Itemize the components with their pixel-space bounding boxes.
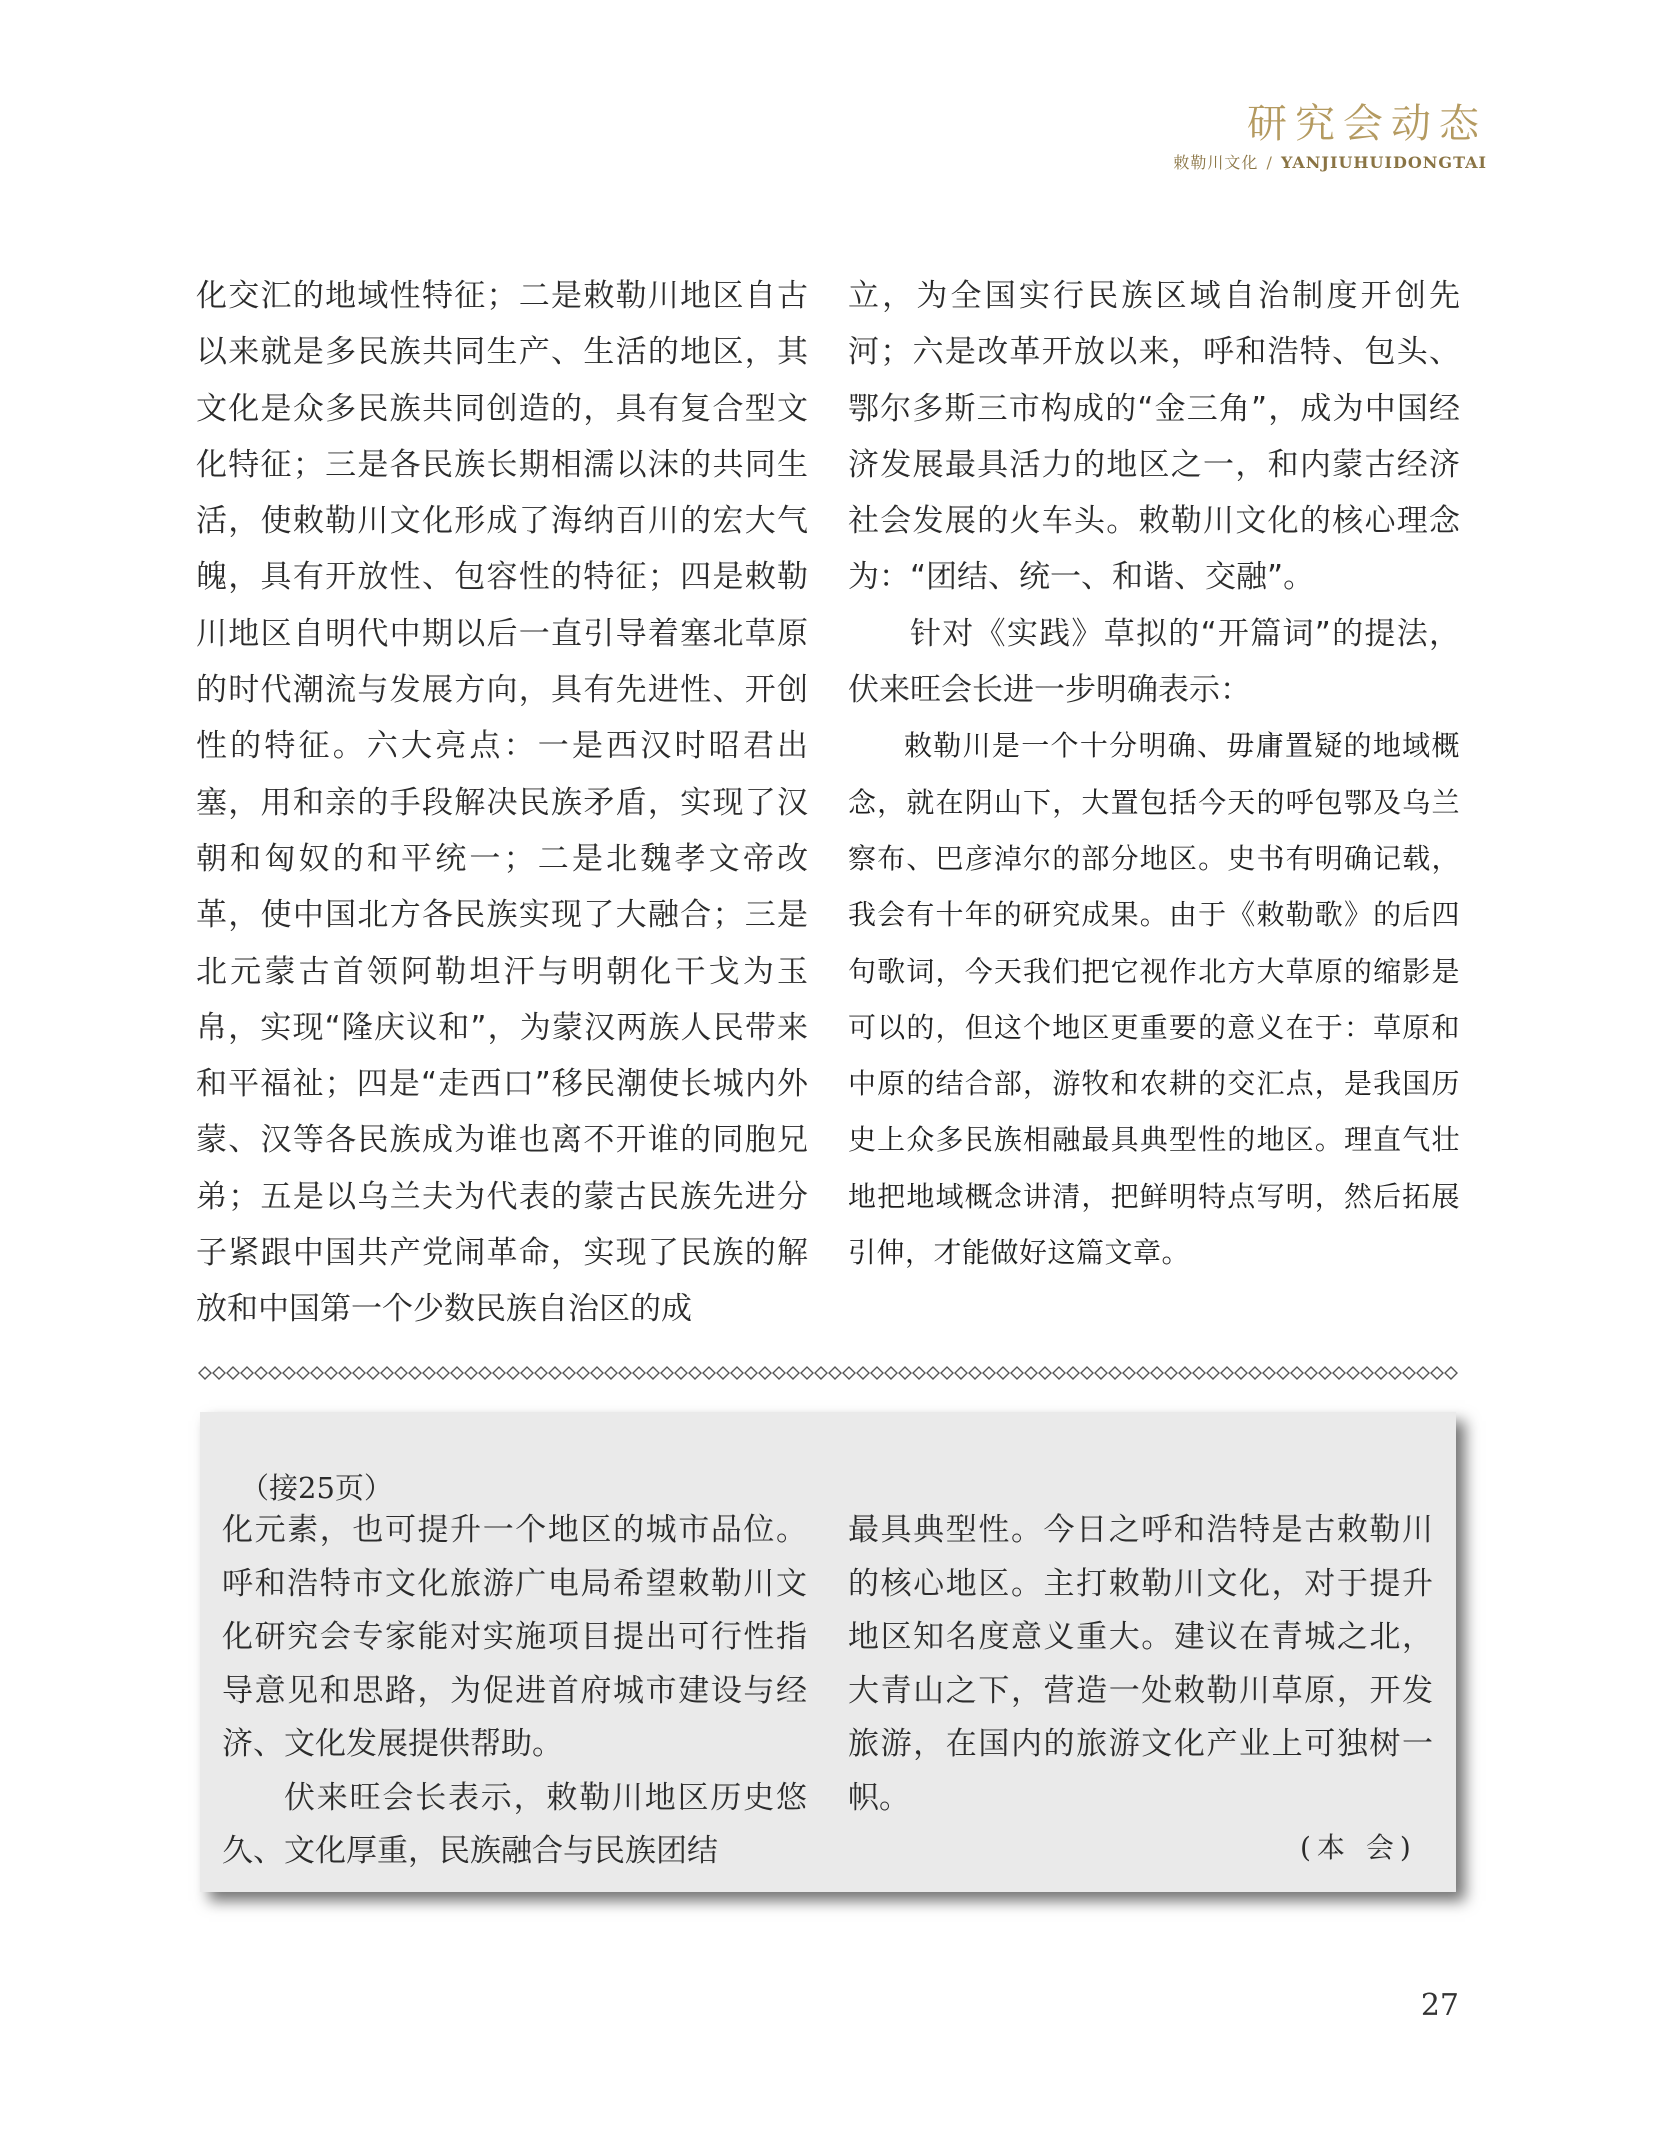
subtitle-slash: / [1266, 153, 1273, 172]
box-left-paragraph-2: 伏来旺会长表示，敕勒川地区历史悠久、文化厚重，民族融合与民族团结 [222, 1779, 807, 1869]
box-left-paragraph-1: 化元素，也可提升一个地区的城市品位。呼和浩特市文化旅游广电局希望敕勒川文化研究会专家能对实施项目提出可行性指导意见和思路，为促进首府城市建设与经济、文化发展提供帮助。 [222, 1512, 807, 1762]
diamond-divider [198, 1362, 1458, 1384]
subtitle-latin: YANJIUHUIDONGTAI [1280, 153, 1487, 172]
subtitle-chinese: 敕勒川文化 [1173, 153, 1259, 172]
left-paragraph: 化交汇的地域性特征；二是敕勒川地区自古以来就是多民族共同生产、生活的地区，其文化是众多民族共同创造的，具有复合型文化特征；三是各民族长期相濡以沫的共同生活，使敕勒川文化形成了海纳百川的宏大气魄，具有开放性、包容性的特征；四是敕勒川地区自明代中期以后一直引导着塞北草原的时代潮流与发展方向，具有先进性、开创性的特征。六大亮点：一是西汉时昭君出塞，用和亲的手段解决民族矛盾，实现了汉朝和匈奴的和平统一；二是北魏孝文帝改革，使中国北方各民族实现了大融合；三是北元蒙古首领阿勒坦汗与明朝化干戈为玉帛，实现“隆庆议和”，为蒙汉两族人民带来和平福祉；四是“走西口”移民潮使长城内外蒙、汉等各民族成为谁也离不开谁的同胞兄弟；五是以乌兰夫为代表的蒙古民族先进分子紧跟中国共产党闹革命，实现了民族的解放和中国第一个少数民族自治区的成 [196, 278, 808, 1328]
signature: (本 会) [1300, 1831, 1417, 1864]
left-column [196, 268, 808, 1338]
box-right-column [848, 1504, 1433, 1825]
section-subtitle [1173, 150, 1487, 173]
page-header [1173, 100, 1487, 173]
right-paragraph-1: 立，为全国实行民族区域自治制度开创先河；六是改革开放以来，呼和浩特、包头、鄂尔多斯三市构成的“金三角”，成为中国经济发展最具活力的地区之一，和内蒙古经济社会发展的火车头。敕勒川文化的核心理念为：“团结、统一、和谐、交融”。 [848, 278, 1460, 596]
page-number: 27 [1420, 1988, 1459, 2023]
continuation-label: （接25页） [240, 1471, 393, 1505]
box-right-paragraph: 最具典型性。今日之呼和浩特是古敕勒川的核心地区。主打敕勒川文化，对于提升地区知名度意义重大。建议在青城之北，大青山之下，营造一处敕勒川草原，开发旅游，在国内的旅游文化产业上可独树一帜。 [848, 1512, 1433, 1816]
right-paragraph-2: 针对《实践》草拟的“开篇词”的提法，伏来旺会长进一步明确表示： [848, 615, 1460, 709]
section-title: 研究会动态 [1247, 101, 1487, 147]
box-left-column [222, 1504, 807, 1879]
quote-paragraph: 敕勒川是一个十分明确、毋庸置疑的地域概念，就在阴山下，大置包括今天的呼包鄂及乌兰察布、巴彦淖尔的部分地区。史书有明确记载，我会有十年的研究成果。由于《敕勒歌》的后四句歌词，今天我们把它视作北方大草原的缩影是可以的，但这个地区更重要的意义在于：草原和中原的结合部，游牧和农耕的交汇点，是我国历史上众多民族相融最具典型性的地区。理直气壮地把地域概念讲清，把鲜明特点写明，然后拓展引伸，才能做好这篇文章。 [848, 729, 1460, 1270]
right-column [848, 268, 1460, 1281]
